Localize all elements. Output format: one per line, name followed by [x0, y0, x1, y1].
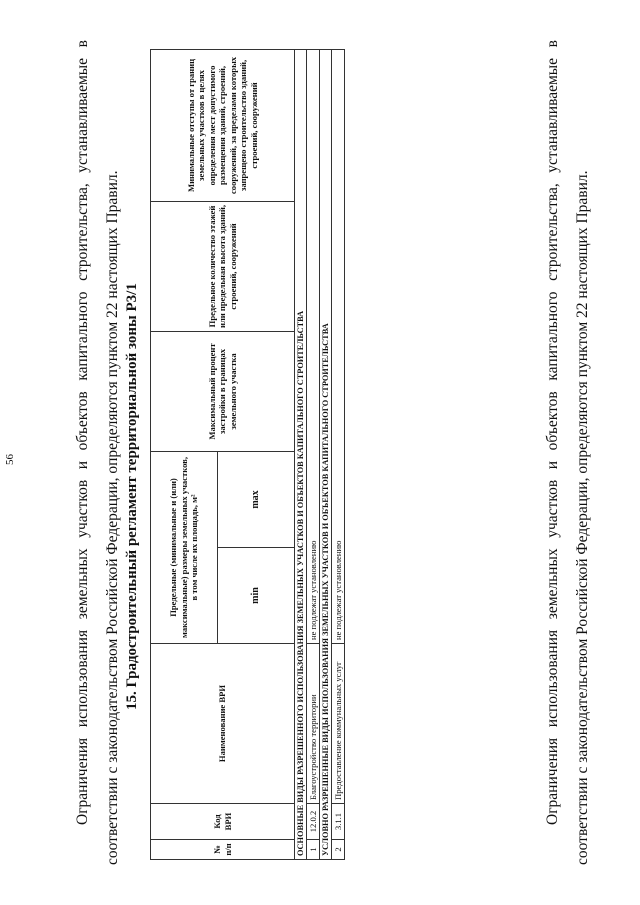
header-num: № п/п — [151, 840, 295, 860]
restrictions-paragraph-top — [68, 40, 128, 865]
section-conditional-label: УСЛОВНО РАЗРЕШЕННЫЕ ВИДЫ ИСПОЛЬЗОВАНИЯ ЗЕМЕЛЬНЫХ УЧАСТКОВ И ОБЪЕКТОВ КАПИТАЛЬНОГО СТРОИТЕЛЬСТВА — [320, 49, 332, 859]
paragraph-line: соответствии с законодательством Российской Федерации, определяются пунктом 22 настоящих Правил. — [104, 170, 121, 865]
section-row-main — [295, 49, 307, 859]
restrictions-paragraph-bottom — [538, 40, 598, 865]
header-max: max — [218, 451, 295, 547]
row-num: 2 — [332, 840, 345, 860]
header-min: min — [218, 548, 295, 644]
table-row — [332, 49, 345, 859]
paragraph-line: Ограничения использования земельных участков и объектов капитального строительства, устанавливаемые в — [544, 40, 561, 825]
row-code: 12.0.2 — [307, 804, 320, 840]
page-number: 56 — [4, 454, 16, 465]
row-name: Предоставление коммунальных услуг — [332, 644, 345, 804]
header-code: Код ВРИ — [151, 804, 295, 840]
section-main-label: ОСНОВНЫЕ ВИДЫ РАЗРЕШЕННОГО ИСПОЛЬЗОВАНИЯ ЗЕМЕЛЬНЫХ УЧАСТКОВ И ОБЪЕКТОВ КАПИТАЛЬНОГО СТРОИТЕЛЬСТВА — [295, 49, 307, 859]
section-row-conditional — [320, 49, 332, 859]
row-value: не подлежат установлению — [307, 49, 320, 643]
row-name: Благоустройство территории — [307, 644, 320, 804]
row-code: 3.1.1 — [332, 804, 345, 840]
table-row — [307, 49, 320, 859]
header-size: Предельные (минимальные и (или) максимальные) размеры земельных участков, в том числе их площадь, м² — [151, 451, 218, 643]
header-name: Наименование ВРИ — [151, 644, 295, 804]
paragraph-line: соответствии с законодательством Российской Федерации, определяются пунктом 22 настоящих Правил. — [574, 170, 591, 865]
paragraph-line: Ограничения использования земельных участков и объектов капитального строительства, устанавливаемые в — [74, 40, 91, 825]
header-floors: Предельное количество этажей или предельная высота зданий, строений, сооружений — [151, 201, 295, 331]
table-header-row — [151, 49, 218, 859]
row-value: не подлежат установлению — [332, 49, 345, 643]
header-percent: Максимальный процент застройки в границах земельного участка — [151, 331, 295, 451]
row-num: 1 — [307, 840, 320, 860]
section-heading: 15. Градостроительный регламент территориальной зоны Р3/1 — [124, 283, 140, 710]
header-setback: Минимальные отступы от границ земельных участков в целях определения мест допустимого размещения зданий, строений, сооружений, за пределами которых запрещено строительство зданий, строений, сооружений — [151, 49, 295, 201]
regulation-table — [150, 49, 345, 860]
